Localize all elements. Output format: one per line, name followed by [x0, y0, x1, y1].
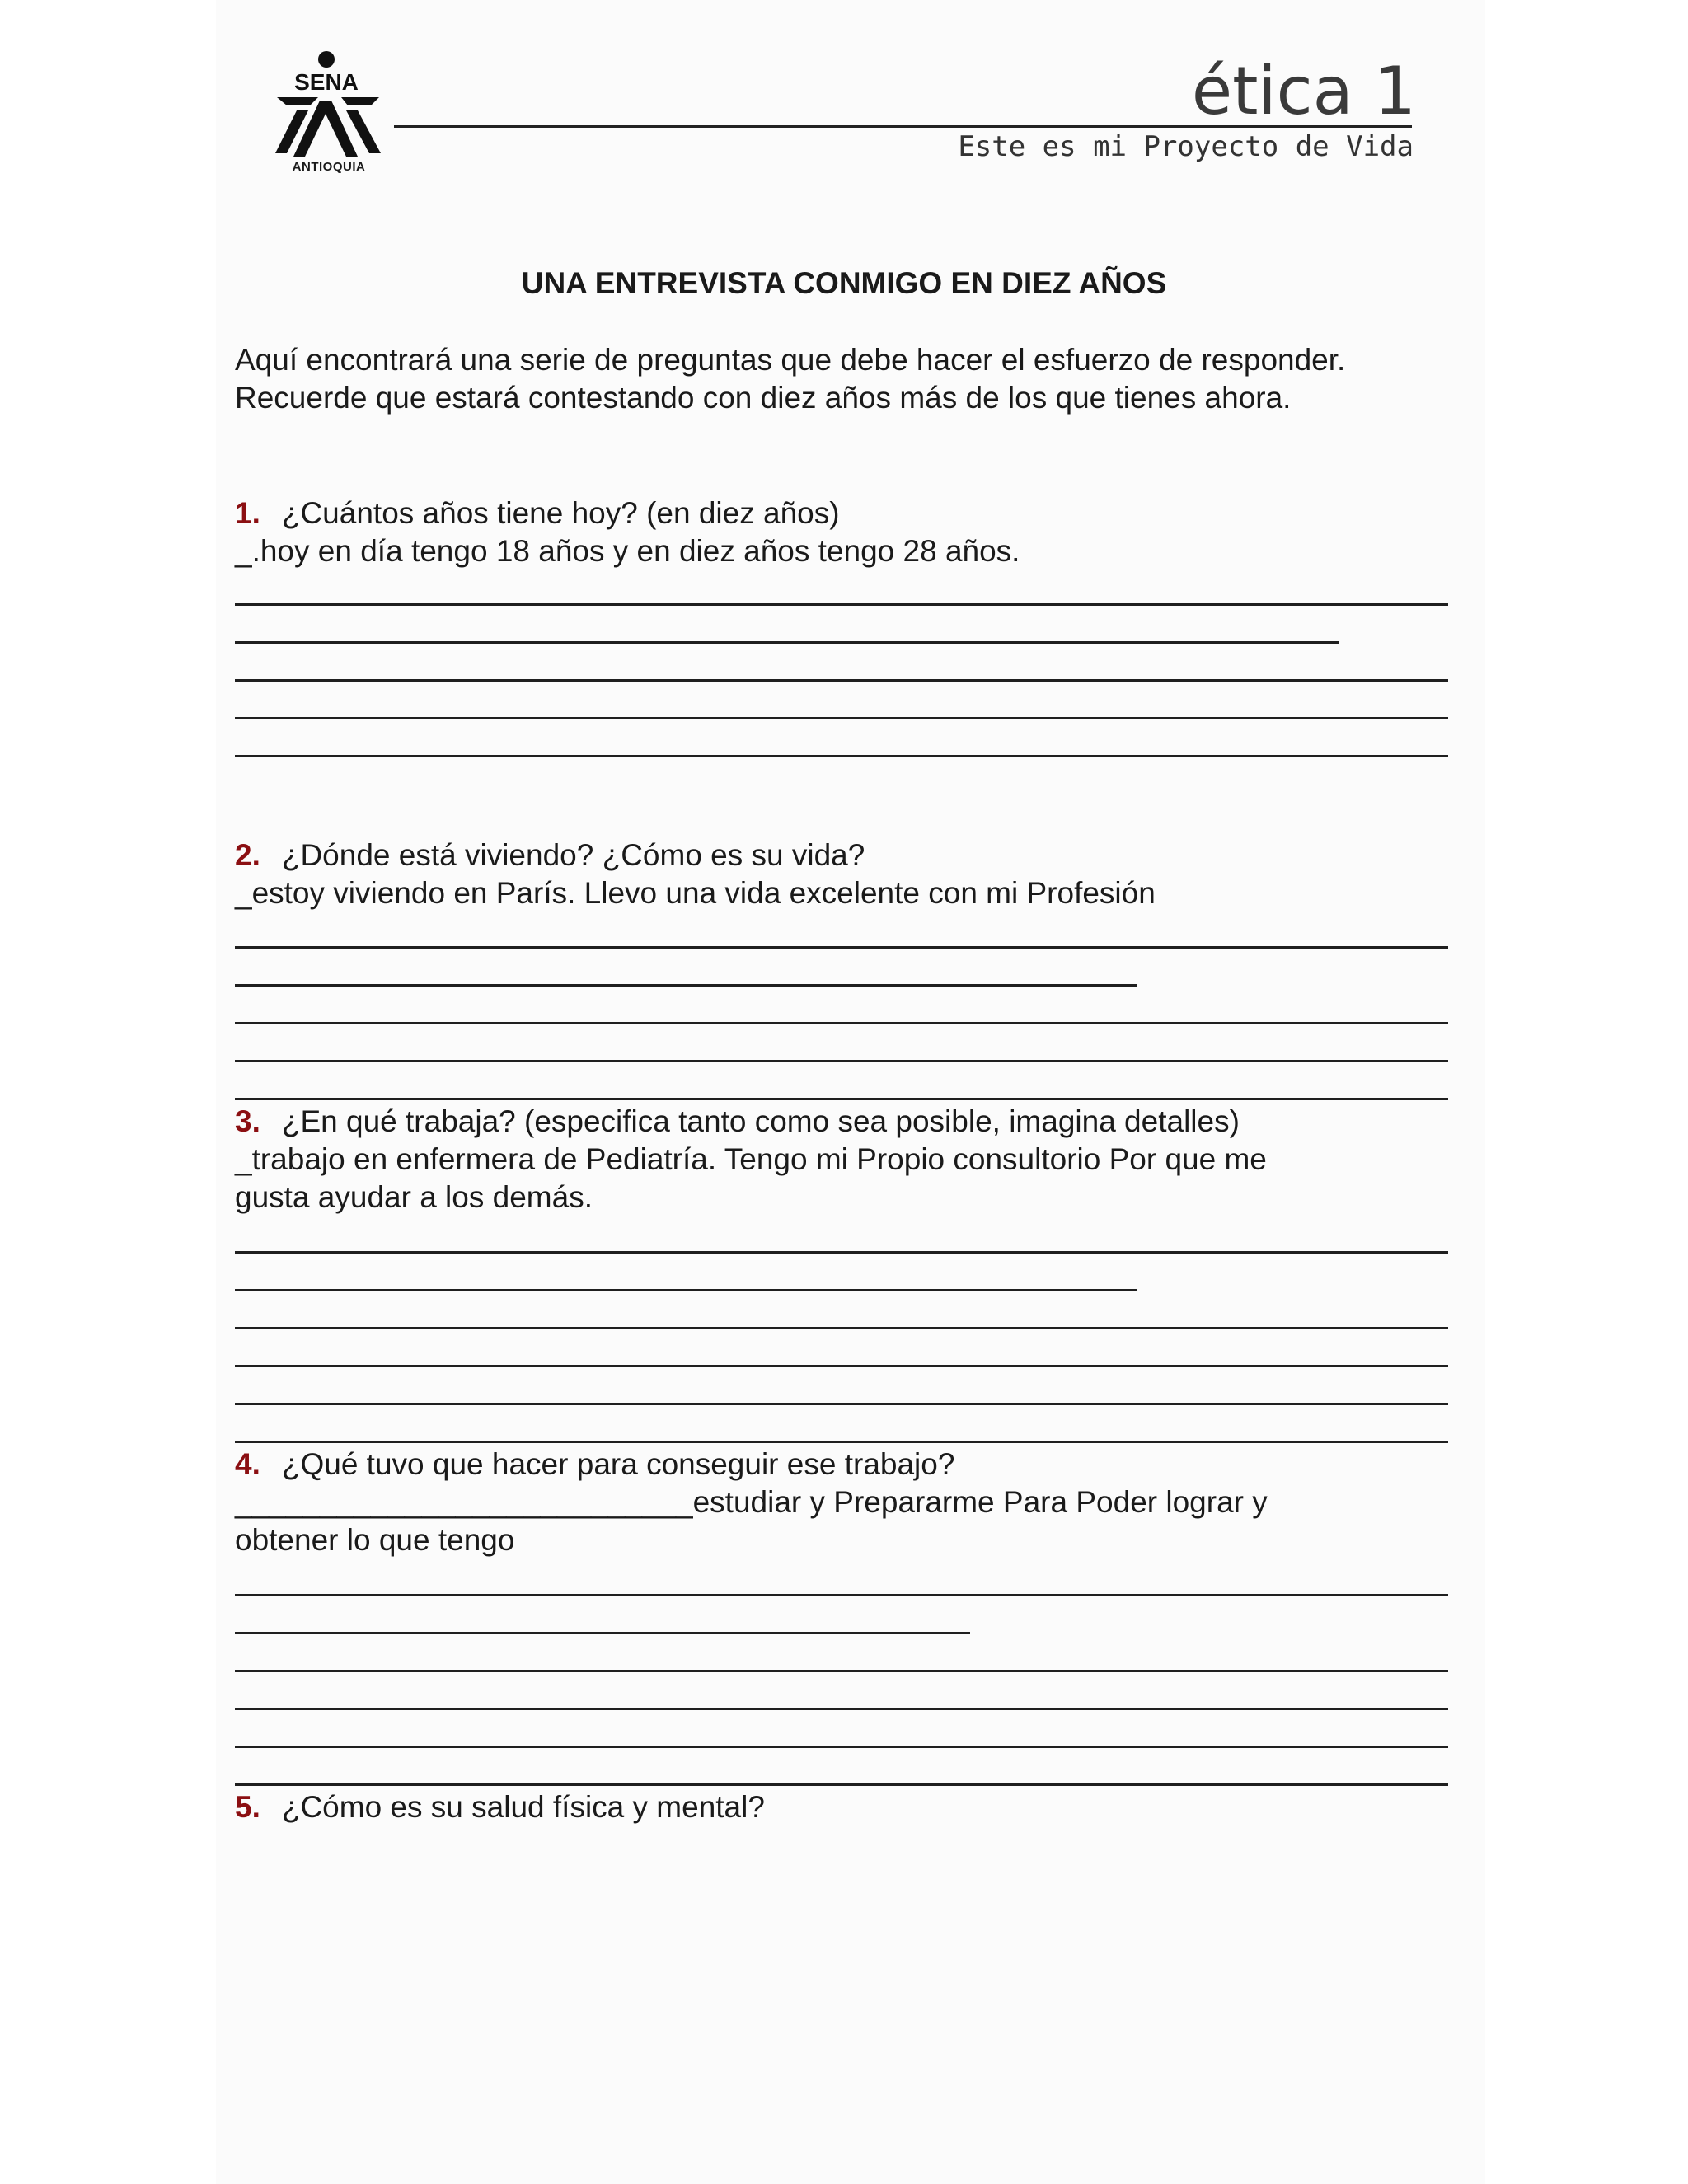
answer-rule [235, 1289, 1137, 1291]
question-2 [235, 837, 865, 874]
intro-line-1: Aquí encontrará una serie de preguntas que debe hacer el esfuerzo de responder. [235, 343, 1346, 377]
logo-subtext: ANTIOQUIA [292, 160, 366, 174]
question-number: 3. [235, 1104, 260, 1138]
document-title-text: UNA ENTREVISTA CONMIGO EN DIEZ AÑOS [521, 266, 1167, 300]
answer-4-line-1: ___________________________estudiar y Prepararme Para Poder lograr y [235, 1485, 1268, 1519]
answer-rule [235, 755, 1448, 757]
answer-rule [235, 1327, 1448, 1329]
answer-rule [235, 1365, 1448, 1367]
logo-text: SENA [294, 69, 359, 95]
answer-rule [235, 1594, 1448, 1596]
answer-rule [235, 1708, 1448, 1710]
answer-rule [235, 1022, 1448, 1024]
question-text: ¿Qué tuvo que hacer para conseguir ese trabajo? [281, 1447, 955, 1481]
question-number: 2. [235, 838, 260, 872]
intro-line-2: Recuerde que estará contestando con diez años más de los que tienes ahora. [235, 381, 1292, 415]
answer-rule [235, 1670, 1448, 1672]
answer-rule [235, 679, 1448, 682]
question-text: ¿Cuántos años tiene hoy? (en diez años) [281, 496, 840, 530]
document-title [0, 265, 1688, 302]
answer-rule [235, 1783, 1448, 1786]
question-4 [235, 1446, 954, 1483]
header-subtitle: Este es mi Proyecto de Vida [958, 130, 1414, 163]
answer-2-line-1: _estoy viviendo en París. Llevo una vida excelente con mi Profesión [235, 876, 1156, 910]
answer-1-line-1: _.hoy en día tengo 18 años y en diez años tengo 28 años. [235, 534, 1020, 568]
question-number: 4. [235, 1447, 260, 1481]
question-number: 1. [235, 496, 260, 530]
answer-rule [235, 641, 1339, 644]
answer-3-line-2: gusta ayudar a los demás. [235, 1180, 593, 1214]
question-text: ¿Dónde está viviendo? ¿Cómo es su vida? [281, 838, 865, 872]
answer-3-line-1: _trabajo en enfermera de Pediatría. Tengo mi Propio consultorio Por que me [235, 1142, 1267, 1176]
question-5 [235, 1788, 765, 1826]
answer-rule [235, 603, 1448, 606]
answer-rule [235, 984, 1137, 987]
answer-rule [235, 717, 1448, 719]
answer-rule [235, 1632, 970, 1634]
answer-rule [235, 1746, 1448, 1748]
header-title: ética 1 [1191, 53, 1416, 129]
answer-rule [235, 1098, 1448, 1100]
page-sheet [216, 0, 1485, 2184]
question-text: ¿Cómo es su salud física y mental? [281, 1790, 765, 1824]
answer-rule [235, 946, 1448, 949]
question-number: 5. [235, 1790, 260, 1824]
question-1 [235, 494, 840, 532]
question-text: ¿En qué trabaja? (especifica tanto como sea posible, imagina detalles) [281, 1104, 1240, 1138]
answer-rule [235, 1441, 1448, 1443]
question-3 [235, 1103, 1240, 1141]
answer-rule [235, 1060, 1448, 1062]
answer-rule [235, 1251, 1448, 1254]
answer-rule [235, 1403, 1448, 1405]
answer-4-line-2: obtener lo que tengo [235, 1523, 515, 1557]
